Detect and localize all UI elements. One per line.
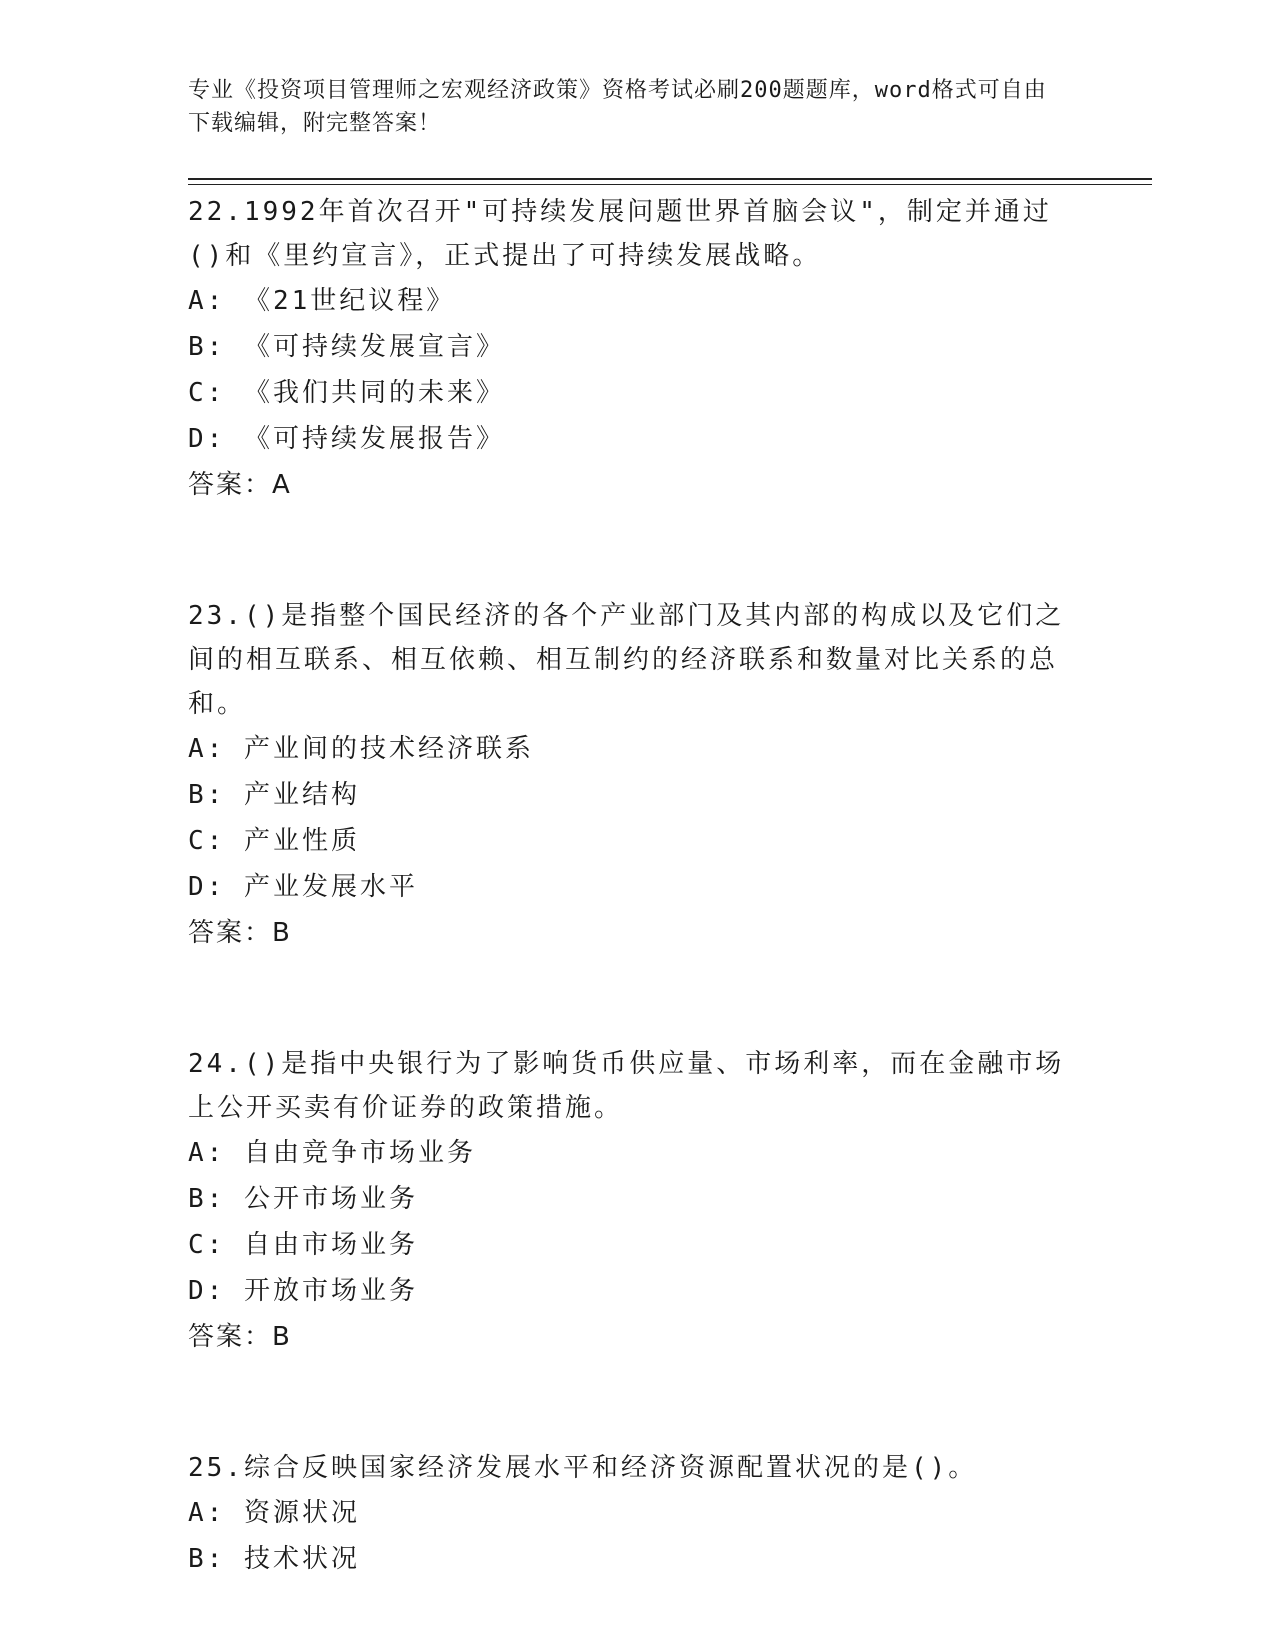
question-23 <box>188 594 1088 956</box>
option-c: C: 产业性质 <box>188 826 360 856</box>
spacer <box>188 956 1088 1042</box>
answer: 答案：B <box>188 918 292 948</box>
option-a: A: 《21世纪议程》 <box>188 286 456 316</box>
question-list <box>188 190 1088 1582</box>
question-text: 22.1992年首次召开"可持续发展问题世界首脑会议"，制定并通过()和《里约宣言》，正式提出了可持续发展战略。 <box>188 197 1052 271</box>
option-d: D: 《可持续发展报告》 <box>188 424 505 454</box>
question-24 <box>188 1042 1088 1360</box>
question-22 <box>188 190 1088 508</box>
answer: 答案：A <box>188 470 292 500</box>
header-divider-thick <box>188 178 1152 180</box>
question-25 <box>188 1446 1088 1582</box>
question-text: 25.综合反映国家经济发展水平和经济资源配置状况的是()。 <box>188 1453 978 1483</box>
spacer <box>188 1360 1088 1446</box>
option-b: B: 公开市场业务 <box>188 1184 418 1214</box>
option-b: B: 《可持续发展宣言》 <box>188 332 505 362</box>
option-d: D: 开放市场业务 <box>188 1276 418 1306</box>
option-a: A: 资源状况 <box>188 1498 360 1528</box>
option-b: B: 产业结构 <box>188 780 360 810</box>
spacer <box>188 508 1088 594</box>
option-c: C: 《我们共同的未来》 <box>188 378 505 408</box>
question-text: 24.()是指中央银行为了影响货币供应量、市场利率，而在金融市场上公开买卖有价证券的政策措施。 <box>188 1049 1065 1123</box>
option-a: A: 产业间的技术经济联系 <box>188 734 534 764</box>
header-divider-thin <box>188 184 1152 185</box>
document-header <box>188 74 1068 140</box>
header-title: 专业《投资项目管理师之宏观经济政策》资格考试必刷200题题库，word格式可自由下载编辑，附完整答案！ <box>188 78 1047 136</box>
option-d: D: 产业发展水平 <box>188 872 418 902</box>
option-b: B: 技术状况 <box>188 1544 360 1574</box>
question-text: 23.()是指整个国民经济的各个产业部门及其内部的构成以及它们之间的相互联系、相互依赖、相互制约的经济联系和数量对比关系的总和。 <box>188 601 1065 719</box>
option-c: C: 自由市场业务 <box>188 1230 418 1260</box>
option-a: A: 自由竞争市场业务 <box>188 1138 476 1168</box>
answer: 答案：B <box>188 1322 292 1352</box>
